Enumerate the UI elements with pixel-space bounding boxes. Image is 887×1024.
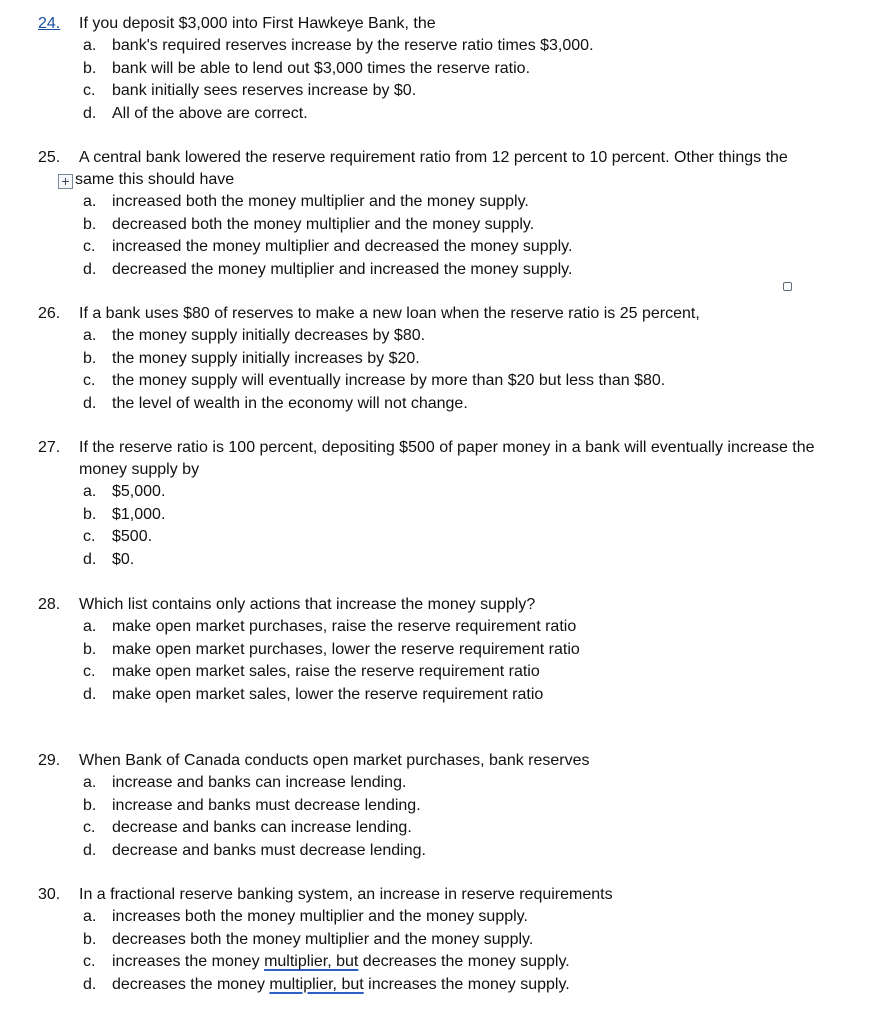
option-text: make open market sales, lower the reserve requirement ratio [112,685,544,703]
option-text: make open market sales, raise the reserve requirement ratio [112,663,540,681]
option-letter: d. [83,841,97,859]
option-text: bank's required reserves increase by the reserve ratio times $3,000. [112,37,594,54]
question-29 [38,750,868,862]
option-text: increased the money multiplier and decreased the money supply. [112,238,573,256]
option-d [38,974,868,997]
anchor-box-icon[interactable] [783,282,792,291]
option-text: decreases both the money multiplier and the money supply. [112,930,534,948]
option-list [38,35,868,125]
option-c [38,526,868,549]
option-text: $1,000. [112,505,166,523]
option-a [38,325,868,348]
option-text: $0. [112,550,135,568]
question-text: If a bank uses $80 of reserves to make a new loan when the reserve ratio is 25 percent, [79,305,700,322]
option-text-end: decreases the money supply. [358,953,570,971]
option-list [38,772,868,862]
question-text: In a fractional reserve banking system, an increase in reserve requirements [79,886,613,903]
option-letter: d. [83,394,97,412]
option-b [38,504,868,527]
option-a [38,191,868,214]
option-b [38,348,868,371]
option-a [38,35,868,58]
option-d [38,259,868,282]
question-text: same this should have [75,171,235,188]
option-text: the level of wealth in the economy will not change. [112,394,468,412]
option-text: the money supply will eventually increase by more than $20 but less than $80. [112,372,666,390]
question-stem [38,884,868,906]
option-text: increase and banks must decrease lending. [112,796,421,814]
question-text: Which list contains only actions that increase the money supply? [79,596,536,613]
question-number[interactable]: 24. [38,15,61,32]
option-text: make open market purchases, lower the reserve requirement ratio [112,640,580,658]
option-text: decreased both the money multiplier and the money supply. [112,215,535,233]
question-28 [38,594,868,706]
option-letter: d. [83,975,97,993]
question-text-line-1: If the reserve ratio is 100 percent, depositing $500 of paper money in a bank will eventually increase the [79,439,815,456]
option-text: the money supply initially decreases by $80. [112,327,426,344]
question-text: If you deposit $3,000 into First Hawkeye Bank, the [79,15,436,32]
option-text: $500. [112,528,153,546]
option-text: increase and banks can increase lending. [112,774,407,791]
question-stem [38,13,868,35]
option-letter: a. [83,327,97,344]
option-letter: c. [83,528,96,546]
option-text: bank will be able to lend out $3,000 times the reserve ratio. [112,59,531,77]
option-letter: b. [83,796,97,814]
option-a [38,772,868,795]
question-25 [38,147,868,281]
option-letter: c. [83,953,96,971]
question-number: 28. [38,596,61,613]
option-letter: a. [83,618,97,635]
option-letter: c. [83,238,96,256]
option-letter: a. [83,774,97,791]
question-text-line-1: A central bank lowered the reserve requirement ratio from 12 percent to 10 percent. Other things the [79,149,788,166]
option-text: decrease and banks must decrease lending. [112,841,426,859]
option-c [38,661,868,684]
option-letter: c. [83,663,96,681]
option-text-start: increases the money [112,953,265,971]
move-handle-icon[interactable]: + [58,174,73,189]
option-d [38,549,868,572]
spelling-flag[interactable]: multiplier, but [264,953,359,971]
question-24 [38,13,868,125]
question-number: 27. [38,439,61,456]
question-stem [38,303,868,325]
question-30 [38,884,868,996]
option-b [38,58,868,81]
option-text: decrease and banks can increase lending. [112,819,412,837]
option-list [38,616,868,706]
option-text: increases both the money multiplier and the money supply. [112,908,528,925]
option-a [38,481,868,504]
question-26 [38,303,868,415]
option-d [38,840,868,863]
question-text: When Bank of Canada conducts open market purchases, bank reserves [79,752,590,769]
option-letter: c. [83,372,96,390]
question-stem [38,437,868,481]
option-b [38,639,868,662]
option-d [38,684,868,707]
option-list [38,191,868,281]
option-letter: b. [83,215,97,233]
question-27 [38,437,868,571]
question-stem [38,750,868,772]
option-text: increased both the money multiplier and the money supply. [112,193,529,210]
option-letter: d. [83,550,97,568]
option-a [38,906,868,929]
option-letter: b. [83,349,97,367]
option-letter: c. [83,82,96,100]
option-c [38,370,868,393]
option-c [38,80,868,103]
question-number: 30. [38,886,61,903]
option-letter: d. [83,104,97,122]
option-b [38,214,868,237]
option-a [38,616,868,639]
option-c [38,817,868,840]
option-text: decreased the money multiplier and increased the money supply. [112,260,573,278]
option-b [38,795,868,818]
option-letter: a. [83,193,97,210]
option-text-start: decreases the money [112,975,270,993]
question-text-line-2: money supply by [79,461,200,478]
option-c [38,236,868,259]
question-stem [38,594,868,616]
option-letter: d. [83,260,97,278]
option-letter: a. [83,37,97,54]
option-letter: b. [83,59,97,77]
option-d [38,103,868,126]
question-number: 29. [38,752,61,769]
question-number: 25. [38,149,61,166]
option-c [38,951,868,974]
option-letter: b. [83,640,97,658]
question-stem [38,147,868,191]
option-text-end: increases the money supply. [363,975,570,993]
option-d [38,393,868,416]
option-text: make open market purchases, raise the reserve requirement ratio [112,618,577,635]
option-text: the money supply initially increases by $20. [112,349,420,367]
option-list [38,481,868,571]
option-text: bank initially sees reserves increase by $0. [112,82,417,100]
option-b [38,929,868,952]
option-letter: a. [83,483,97,500]
spelling-flag[interactable]: multiplier, but [269,975,364,993]
question-text-line-2 [61,169,868,191]
option-letter: d. [83,685,97,703]
option-letter: b. [83,930,97,948]
option-letter: c. [83,819,96,837]
option-text: $5,000. [112,483,166,500]
question-number: 26. [38,305,61,322]
option-letter: b. [83,505,97,523]
option-text: All of the above are correct. [112,104,308,122]
option-list [38,325,868,415]
option-letter: a. [83,908,97,925]
option-list [38,906,868,996]
